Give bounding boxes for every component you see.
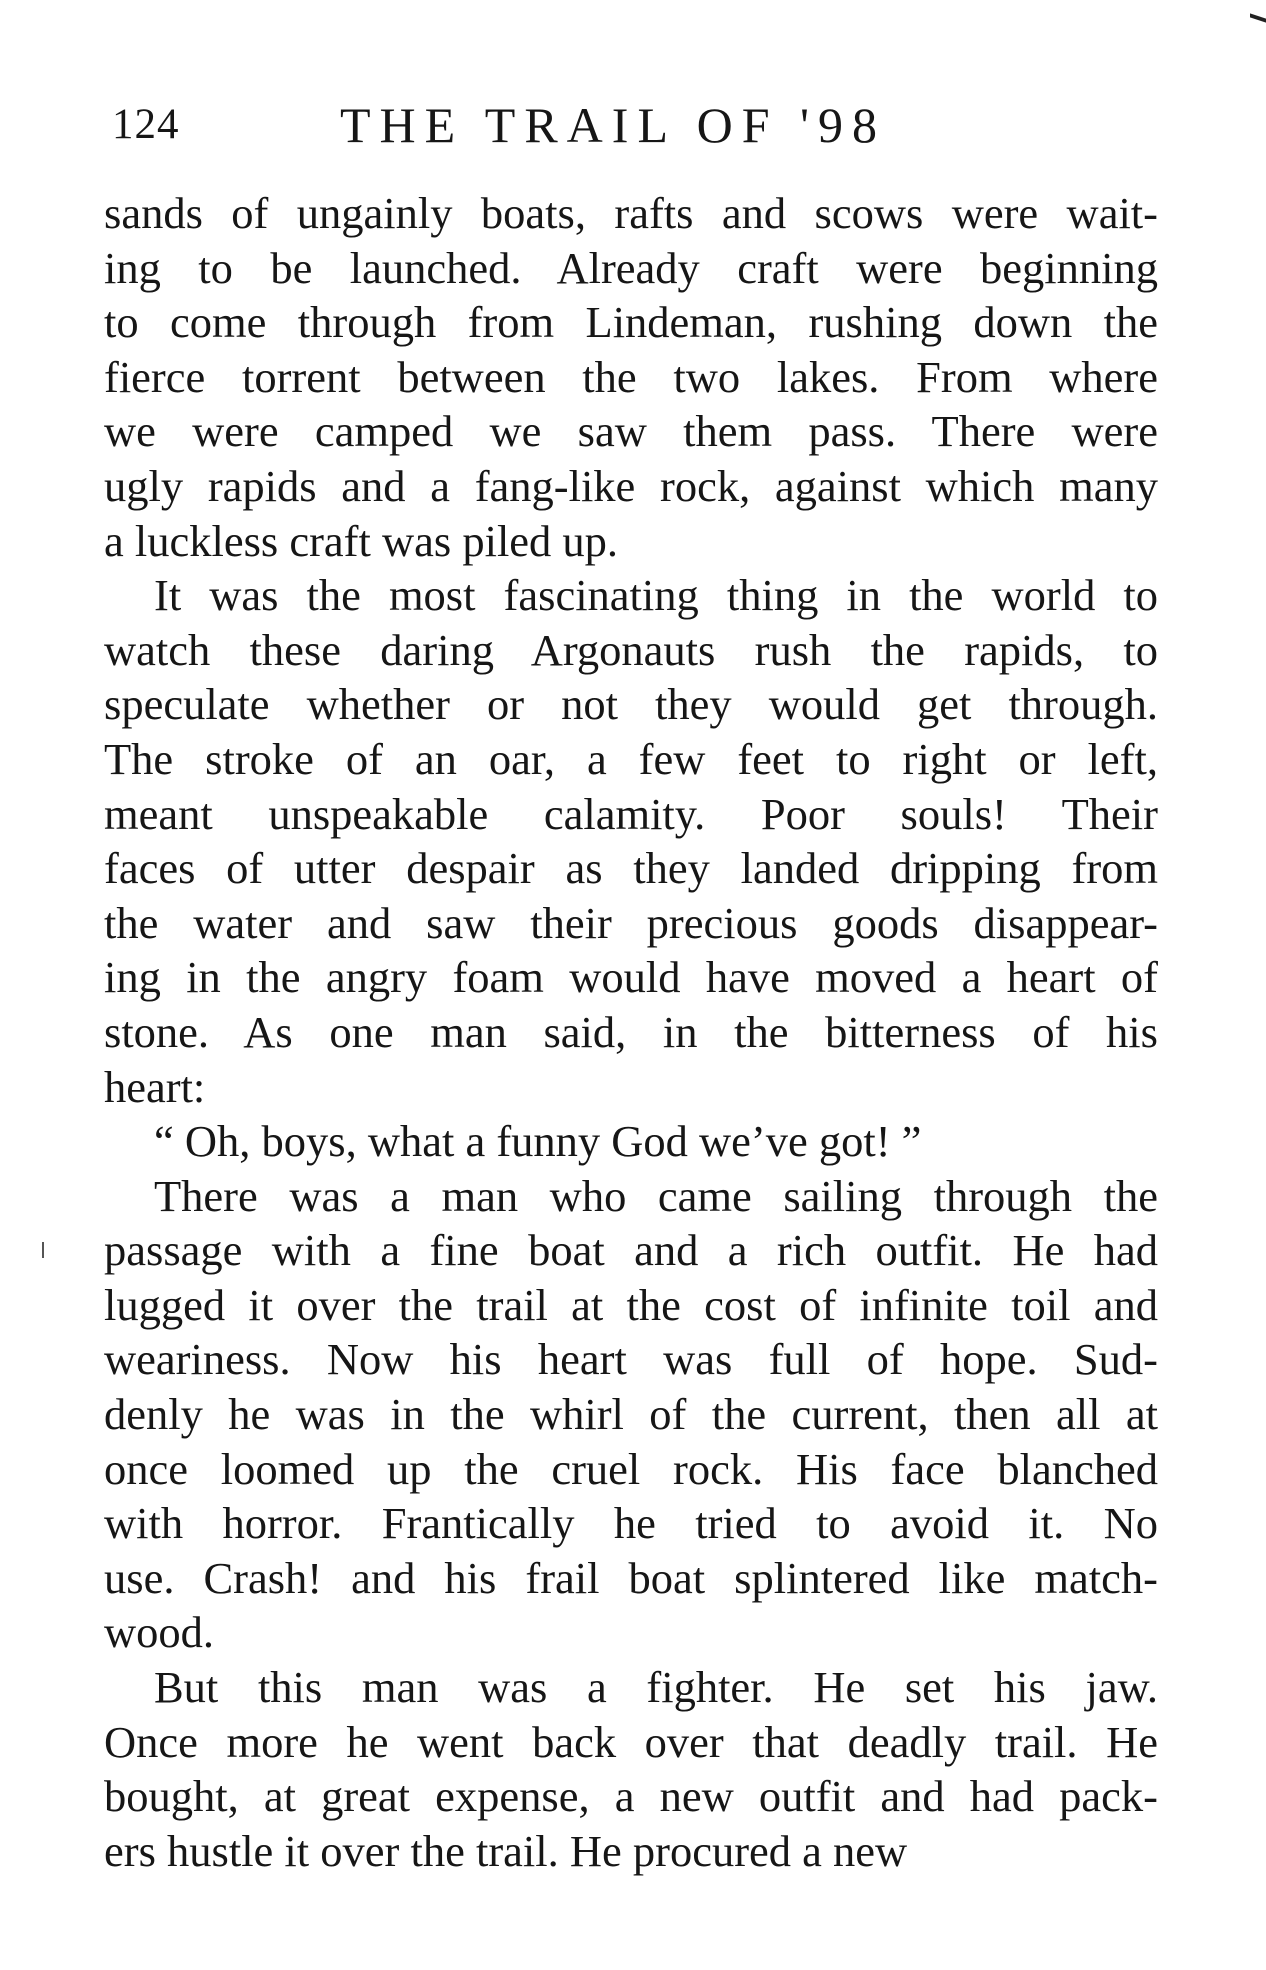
text-line: sands of ungainly boats, rafts and scows were wait- bbox=[104, 188, 1158, 238]
text-line: bought, at great expense, a new outfit and had pack- bbox=[104, 1771, 1158, 1822]
text-line: stone. As one man said, in the bitterness of his bbox=[104, 1006, 1158, 1057]
text-line: a luckless craft was piled up. bbox=[104, 515, 619, 566]
text-line: There was a man who came sailing through the bbox=[154, 1170, 1158, 1221]
text-line: ing to be launched. Already craft were beginning bbox=[104, 242, 1158, 293]
text-line: we were camped we saw them pass. There were bbox=[104, 406, 1158, 457]
scan-margin-mark bbox=[42, 1242, 44, 1258]
text-line: “ Oh, boys, what a funny God we’ve got! ” bbox=[154, 1116, 922, 1167]
paragraph bbox=[104, 1169, 1158, 1660]
text-line: wood. bbox=[104, 1607, 215, 1658]
text-line: Once more he went back over that deadly trail. He bbox=[104, 1716, 1158, 1767]
text-line: weariness. Now his heart was full of hope. Sud- bbox=[104, 1334, 1158, 1385]
paragraph bbox=[104, 186, 1158, 568]
text-line: But this man was a fighter. He set his jaw. bbox=[154, 1662, 1158, 1713]
text-line: speculate whether or not they would get through. bbox=[104, 679, 1158, 730]
text-line: It was the most fascinating thing in the world to bbox=[154, 570, 1158, 621]
paragraph bbox=[104, 1114, 1158, 1169]
text-line: The stroke of an oar, a few feet to right or left, bbox=[104, 733, 1158, 784]
text-line: meant unspeakable calamity. Poor souls! Their bbox=[104, 788, 1158, 839]
body-text bbox=[104, 186, 1158, 1878]
scan-corner-mark bbox=[1250, 13, 1266, 22]
page-number: 124 bbox=[112, 101, 180, 148]
text-line: ers hustle it over the trail. He procured a new bbox=[104, 1825, 908, 1876]
text-line: use. Crash! and his frail boat splintered like match- bbox=[104, 1552, 1158, 1603]
text-line: lugged it over the trail at the cost of infinite toil and bbox=[104, 1279, 1158, 1330]
text-line: watch these daring Argonauts rush the rapids, to bbox=[104, 624, 1158, 675]
paragraph bbox=[104, 568, 1158, 1114]
running-title: THE TRAIL OF '98 bbox=[340, 97, 887, 153]
text-line: the water and saw their precious goods disappear- bbox=[104, 897, 1158, 948]
text-line: to come through from Lindeman, rushing down the bbox=[104, 297, 1158, 348]
text-line: once loomed up the cruel rock. His face blanched bbox=[104, 1443, 1158, 1494]
text-line: heart: bbox=[104, 1061, 206, 1112]
text-line: faces of utter despair as they landed dripping from bbox=[104, 843, 1158, 894]
running-head bbox=[112, 97, 1172, 160]
text-line: with horror. Frantically he tried to avoid it. No bbox=[104, 1498, 1158, 1549]
text-line: ugly rapids and a fang-like rock, against which many bbox=[104, 460, 1158, 511]
text-line: ing in the angry foam would have moved a heart of bbox=[104, 952, 1158, 1003]
text-line: fierce torrent between the two lakes. From where bbox=[104, 351, 1158, 402]
text-line: denly he was in the whirl of the current, then all at bbox=[104, 1389, 1158, 1440]
paragraph bbox=[104, 1660, 1158, 1878]
text-line: passage with a fine boat and a rich outfit. He had bbox=[104, 1225, 1158, 1276]
